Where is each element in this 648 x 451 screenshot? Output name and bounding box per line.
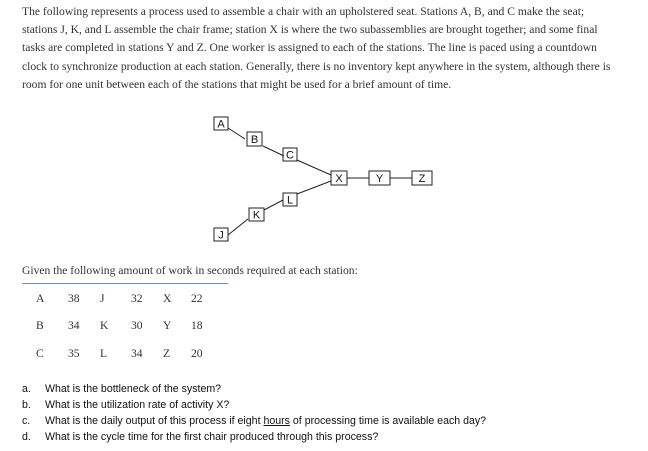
- station-label-c: C: [286, 149, 294, 162]
- intro-line: stations J, K, and L assemble the chair frame; station X is where the two subassemblies are brought together; and some final: [22, 23, 598, 37]
- connector-a-b: [228, 128, 245, 139]
- work-station-c: C: [36, 347, 44, 360]
- work-station-z: Z: [163, 347, 171, 360]
- station-label-x: X: [335, 173, 343, 185]
- work-seconds-z: 20: [191, 347, 203, 360]
- work-station-x: X: [163, 292, 172, 305]
- connector-j-k: [228, 219, 248, 235]
- question-text-pre: What is the daily output of this process if eight: [45, 415, 264, 427]
- question-d: [22, 431, 378, 443]
- question-c: [22, 415, 486, 427]
- work-seconds-b: 34: [68, 319, 80, 332]
- work-seconds-a: 38: [68, 292, 80, 305]
- question-text-post: of processing time is available each day?: [289, 415, 487, 427]
- question-text: What is the bottleneck of the system?: [45, 383, 222, 395]
- work-seconds-k: 30: [131, 319, 143, 332]
- connector-k-l: [264, 200, 283, 210]
- station-label-a: A: [217, 118, 225, 131]
- station-label-l: L: [286, 194, 294, 207]
- work-seconds-y: 18: [191, 319, 203, 332]
- given-text: Given the following amount of work in seconds required at each station:: [22, 264, 358, 277]
- intro-line: room for one unit between each of the stations that might be used for a brief amount of time.: [22, 77, 452, 91]
- intro-line: The following represents a process used to assemble a chair with an upholstered seat. Stations A, B, and C make the seat;: [22, 5, 585, 18]
- question-text-underlined: hours: [263, 415, 290, 427]
- question-letter: a.: [22, 383, 31, 395]
- work-station-j: J: [100, 292, 105, 305]
- question-letter: c.: [22, 415, 31, 427]
- question-letter: d.: [22, 431, 31, 443]
- station-label-z: Z: [418, 173, 426, 185]
- intro-line: clock to synchronize production at each station. Generally, there is no inventory kept anywhere in the system, although there is: [22, 59, 611, 73]
- work-seconds-l: 34: [131, 347, 143, 360]
- work-seconds-x: 22: [191, 292, 203, 305]
- work-station-k: K: [100, 319, 109, 332]
- work-seconds-j: 32: [131, 292, 143, 305]
- question-b: [22, 399, 229, 411]
- station-label-k: K: [252, 209, 261, 222]
- connector-l-x: [297, 181, 331, 194]
- work-station-y: Y: [163, 319, 172, 332]
- work-station-l: L: [100, 347, 108, 360]
- connector-b-c: [263, 146, 284, 156]
- station-label-b: B: [250, 134, 259, 146]
- question-text: What is the cycle time for the first chair produced through this process?: [45, 431, 379, 443]
- work-station-a: A: [36, 292, 45, 305]
- station-label-y: Y: [375, 173, 384, 185]
- question-a: [22, 383, 221, 395]
- question-letter: b.: [22, 399, 31, 411]
- work-station-b: B: [36, 319, 44, 332]
- station-label-j: J: [218, 229, 224, 242]
- connector-c-x: [297, 160, 331, 175]
- divider-rule: [22, 283, 228, 284]
- work-seconds-c: 35: [68, 347, 80, 360]
- intro-line: tasks are completed in stations Y and Z. One worker is assigned to each of the stations. The line is paced using a countdown: [22, 41, 597, 55]
- question-text: What is the utilization rate of activity X?: [45, 399, 230, 411]
